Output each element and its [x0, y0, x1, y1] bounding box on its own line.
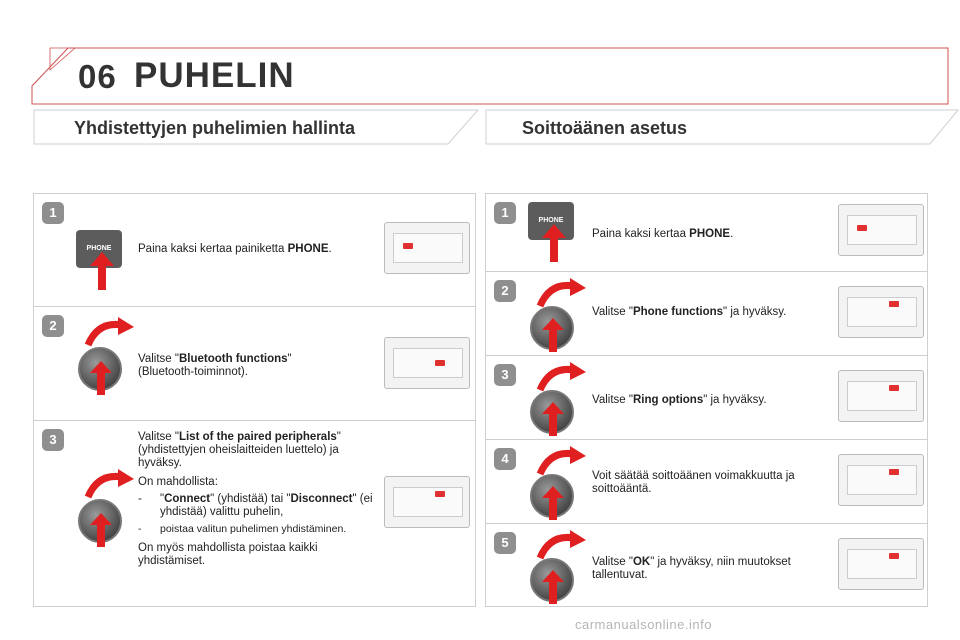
press-arrow-icon — [90, 361, 112, 397]
step-text: Valitse "Bluetooth functions" (Bluetooth-toiminnot). — [138, 353, 292, 378]
step-number-badge: 1 — [494, 202, 516, 224]
options-outro: On myös mahdollista poistaa kaikki yhdistämiset. — [138, 542, 318, 567]
press-arrow-icon — [542, 318, 564, 354]
left-section-title: Yhdistettyjen puhelimien hallinta — [74, 118, 356, 138]
radio-panel-thumbnail — [384, 476, 470, 528]
right-step-4 — [486, 440, 927, 524]
step-number-badge: 2 — [42, 315, 64, 337]
press-arrow-icon — [542, 224, 566, 264]
right-step-2 — [486, 272, 927, 356]
radio-panel-thumbnail — [384, 337, 470, 389]
left-steps-panel — [33, 193, 476, 607]
left-step-3 — [34, 421, 475, 608]
step-text: Paina kaksi kertaa painiketta PHONE. — [138, 243, 332, 255]
step-text: Paina kaksi kertaa PHONE. — [592, 228, 734, 240]
option-connect: - "Connect" (yhdistää) tai "Disconnect" (ei yhdistää) valittu puhelin, — [138, 493, 373, 518]
rotate-arrow-icon — [536, 362, 586, 392]
step-text: Valitse "Phone functions" ja hyväksy. — [592, 306, 787, 318]
press-arrow-icon — [542, 486, 564, 522]
step-number-badge: 5 — [494, 532, 516, 554]
step-number-badge: 4 — [494, 448, 516, 470]
step-text: Valitse "OK" ja hyväksy, niin muutokset tallentuvat. — [592, 556, 791, 581]
radio-panel-thumbnail — [384, 222, 470, 274]
chapter-title: PUHELIN — [134, 56, 295, 95]
step-number-badge: 1 — [42, 202, 64, 224]
step-number-badge: 2 — [494, 280, 516, 302]
rotate-arrow-icon — [536, 278, 586, 308]
step-number-badge: 3 — [494, 364, 516, 386]
step-text: Voit säätää soittoäänen voimakkuutta ja soittoääntä. — [592, 470, 795, 495]
radio-panel-thumbnail — [838, 370, 924, 422]
option-remove: - poistaa valitun puhelimen yhdistäminen. — [138, 523, 347, 535]
right-section-title: Soittoäänen asetus — [522, 118, 688, 138]
radio-panel-thumbnail — [838, 538, 924, 590]
watermark: carmanualsonline.info — [575, 617, 712, 632]
rotate-arrow-icon — [536, 530, 586, 560]
step-number-badge: 3 — [42, 429, 64, 451]
rotate-arrow-icon — [84, 317, 134, 347]
press-arrow-icon — [90, 252, 114, 292]
radio-panel-thumbnail — [838, 204, 924, 256]
left-step-2 — [34, 307, 475, 421]
radio-panel-thumbnail — [838, 454, 924, 506]
right-step-3 — [486, 356, 927, 440]
phone-button-image: PHONE — [76, 230, 122, 268]
press-arrow-icon — [542, 402, 564, 438]
left-step-1 — [34, 194, 475, 307]
right-steps-panel — [485, 193, 928, 607]
step-text: Valitse "Ring options" ja hyväksy. — [592, 394, 767, 406]
right-step-5 — [486, 524, 927, 608]
press-arrow-icon — [90, 513, 112, 549]
radio-panel-thumbnail — [838, 286, 924, 338]
chapter-number: 06 — [78, 58, 117, 95]
press-arrow-icon — [542, 570, 564, 606]
options-intro: On mahdollista: — [138, 476, 218, 488]
step-text: Valitse "List of the paired peripherals" (yhdistettyjen oheislaitteiden luettelo) ja hyväksy. On mahdollista: - "Connect" (yhdistää) tai "Disconnect" (ei yhdistää) valittu puhelin, - poistaa valitun puhelimen yhdistäminen. On myös mahdollista poistaa kaikki yhdistämiset. — [138, 431, 378, 568]
phone-button-image: PHONE — [528, 202, 574, 240]
right-step-1 — [486, 194, 927, 272]
rotate-arrow-icon — [536, 446, 586, 476]
rotate-arrow-icon — [84, 469, 134, 499]
